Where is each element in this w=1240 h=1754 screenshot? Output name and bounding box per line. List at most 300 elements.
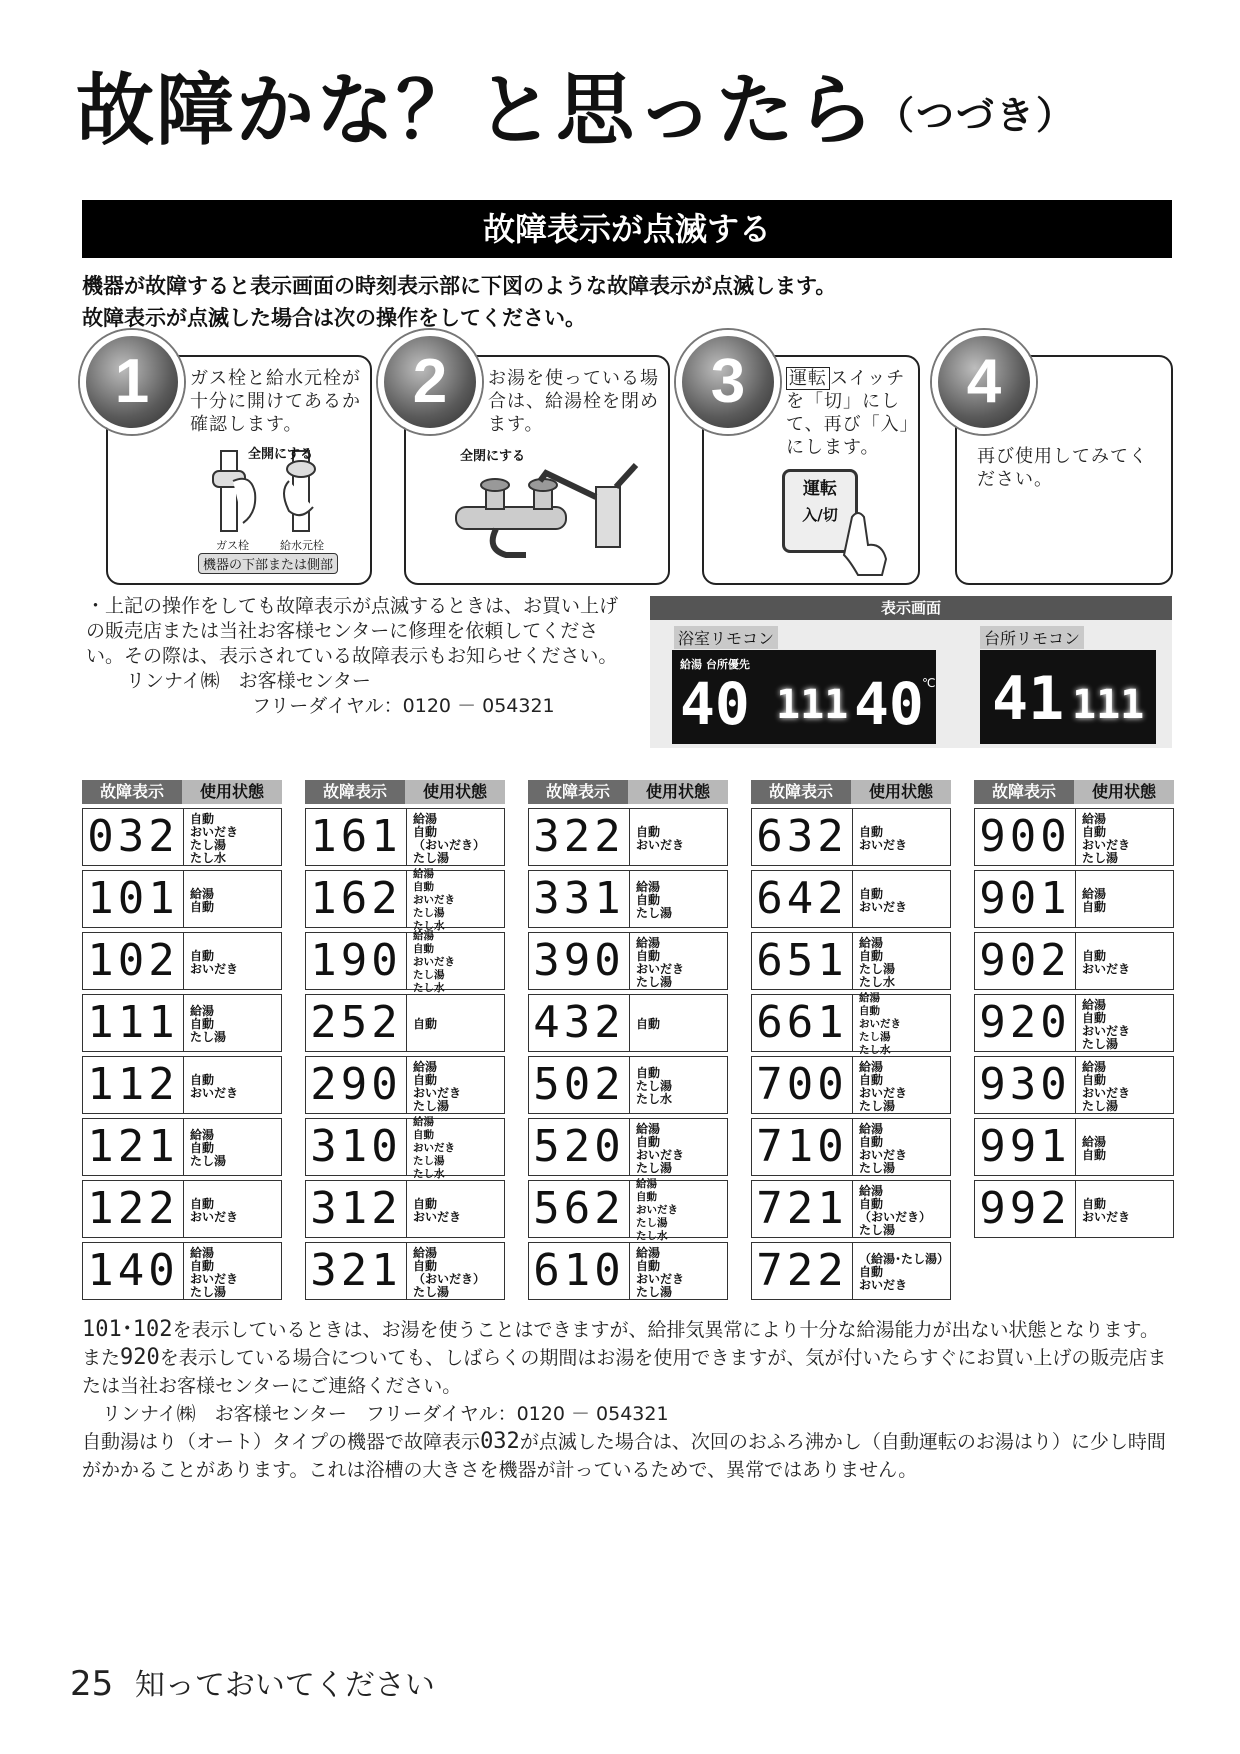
display-panel-header: 表示画面: [650, 596, 1172, 620]
repair-note: [86, 594, 626, 719]
error-code: 321: [306, 1243, 407, 1299]
usage-state-line: 自動: [190, 948, 215, 963]
usage-state-line: 自動: [859, 948, 884, 963]
usage-state-line: 自動: [636, 1191, 657, 1203]
intro-line-2: 故障表示が点滅した場合は次の操作をしてください。: [82, 306, 586, 330]
usage-state-line: たし湯: [190, 837, 227, 852]
error-code: 700: [752, 1057, 853, 1113]
usage-state-line: 自動: [859, 1072, 884, 1087]
code-header: 故障表示: [974, 780, 1074, 804]
repair-note-phone: フリーダイヤル：0120 － 054321: [252, 695, 555, 717]
error-code: 331: [529, 871, 630, 927]
error-row: [82, 870, 282, 928]
usage-state-line: 給湯: [413, 1059, 438, 1074]
usage-state-line: 自動: [413, 1129, 434, 1141]
usage-state-line: たし水: [636, 1230, 668, 1242]
usage-state-line: おいだき: [413, 1142, 455, 1154]
usage-state-line: （おいだき）: [413, 1271, 486, 1286]
usage-state-line: 自動: [1082, 824, 1107, 839]
error-code: 290: [306, 1057, 407, 1113]
usage-state-line: おいだき: [859, 1085, 908, 1100]
usage-state-line: 自動: [1082, 948, 1107, 963]
error-code: 520: [529, 1119, 630, 1175]
usage-state-line: 自動: [859, 1265, 884, 1279]
usage-state: [853, 1181, 950, 1237]
usage-state: [630, 871, 727, 927]
footer-notes: [82, 1316, 1177, 1484]
error-code: 161: [306, 809, 407, 865]
error-code: 112: [83, 1057, 184, 1113]
error-code: 111: [83, 995, 184, 1051]
usage-state-line: おいだき: [1082, 961, 1131, 976]
state-header: 使用状態: [628, 780, 728, 804]
error-code: 661: [752, 995, 853, 1051]
column-header: [528, 780, 728, 804]
usage-state-line: 給湯: [413, 1116, 434, 1128]
usage-state-line: 自動: [190, 1258, 215, 1273]
error-row: [974, 1056, 1174, 1114]
footer-code-3: 032: [480, 1429, 520, 1454]
error-code: 140: [83, 1243, 184, 1299]
error-code: 632: [752, 809, 853, 865]
usage-state-line: たし水: [636, 1092, 673, 1106]
page-section: 知っておいてください: [134, 1668, 435, 1703]
state-header: 使用状態: [405, 780, 505, 804]
celsius-unit: ℃: [922, 676, 936, 690]
usage-state-line: 給湯: [413, 868, 434, 880]
usage-state-line: 給湯: [859, 935, 884, 950]
usage-state-line: 給湯: [859, 1183, 884, 1198]
water-valve-label: 給水元栓: [280, 539, 324, 552]
error-code: 121: [83, 1119, 184, 1175]
bath-error-code: 111: [776, 682, 849, 728]
usage-state-line: 自動: [859, 1196, 884, 1211]
usage-state: [630, 995, 727, 1051]
usage-state-line: たし水: [413, 920, 445, 932]
kitchen-temp: 41: [992, 664, 1065, 734]
error-row: [528, 1118, 728, 1176]
usage-state-line: おいだき: [859, 1147, 908, 1162]
usage-state-line: 自動: [636, 1258, 661, 1273]
usage-state-line: たし湯: [413, 1155, 445, 1167]
error-code: 902: [975, 933, 1076, 989]
bath-left-temp: 40: [680, 670, 750, 738]
usage-state: [184, 1243, 281, 1299]
error-row: [82, 808, 282, 866]
error-code: 900: [975, 809, 1076, 865]
error-column: [528, 780, 728, 1300]
usage-state: [853, 1243, 950, 1299]
usage-state-line: 自動: [413, 1196, 438, 1211]
column-header: [751, 780, 951, 804]
run-button: 運転 入/切: [782, 469, 858, 553]
step-2-number: 2: [378, 330, 482, 434]
usage-state: [407, 1243, 504, 1299]
title-main: 故障かな？と思ったら: [76, 66, 877, 156]
usage-state-line: 自動: [190, 811, 215, 826]
state-header: 使用状態: [1074, 780, 1174, 804]
usage-state-line: 自動: [1082, 1072, 1107, 1087]
usage-state-line: 給湯: [859, 1121, 884, 1136]
usage-state-line: おいだき: [636, 1271, 685, 1286]
footer-code-2: 920: [120, 1345, 160, 1370]
error-code: 162: [306, 871, 407, 927]
usage-state-line: たし湯: [1082, 1036, 1119, 1051]
code-header: 故障表示: [305, 780, 405, 804]
usage-state: [407, 930, 504, 994]
bath-small-labels: 給湯 台所優先: [680, 658, 750, 671]
usage-state: [630, 1178, 727, 1242]
usage-state-line: 自動: [636, 893, 661, 907]
title-sub: （つづき）: [876, 93, 1077, 138]
usage-state-line: たし湯: [636, 1079, 673, 1093]
usage-state-line: おいだき: [636, 1204, 678, 1216]
error-row: [82, 1056, 282, 1114]
usage-state-line: たし湯: [636, 1160, 673, 1175]
usage-state-line: たし湯: [636, 1217, 668, 1229]
usage-state: [630, 1057, 727, 1113]
page-number: 25: [70, 1664, 114, 1704]
column-header: [974, 780, 1174, 804]
usage-state: [853, 809, 950, 865]
error-code: 651: [752, 933, 853, 989]
error-row: [974, 808, 1174, 866]
error-row: [751, 992, 951, 1056]
error-row: [305, 930, 505, 994]
usage-state: [1076, 995, 1173, 1051]
usage-state-line: 自動: [413, 1072, 438, 1087]
usage-state: [1076, 1181, 1173, 1237]
usage-state-line: おいだき: [1082, 1085, 1131, 1100]
usage-state-line: 自動: [636, 824, 661, 839]
usage-state-line: 自動: [859, 824, 884, 839]
code-header: 故障表示: [82, 780, 182, 804]
usage-state-line: たし水: [859, 974, 896, 989]
code-header: 故障表示: [751, 780, 851, 804]
usage-state-line: 自動: [413, 824, 438, 839]
usage-state-line: 自動: [1082, 899, 1107, 914]
gas-valve-label: ガス栓: [216, 539, 249, 552]
usage-state: [630, 933, 727, 989]
usage-state-line: おいだき: [636, 1147, 685, 1162]
usage-state-line: たし水: [413, 982, 445, 994]
error-code: 610: [529, 1243, 630, 1299]
usage-state-line: たし湯: [859, 1160, 896, 1175]
bath-remote-label: 浴室リモコン: [674, 626, 778, 649]
usage-state-line: おいだき: [1082, 1209, 1131, 1224]
usage-state-line: 自動: [636, 1134, 661, 1149]
usage-state-line: 給湯: [190, 1245, 215, 1260]
error-row: [751, 932, 951, 990]
state-header: 使用状態: [182, 780, 282, 804]
usage-state-line: 給湯: [636, 935, 661, 950]
error-row: [751, 870, 951, 928]
open-label: 全開にする: [248, 447, 314, 462]
usage-state-line: 給湯: [413, 1245, 438, 1260]
error-row: [82, 1242, 282, 1300]
error-row: [974, 1180, 1174, 1238]
bath-remote-screen: [672, 650, 936, 744]
error-code: 252: [306, 995, 407, 1051]
usage-state: [184, 1057, 281, 1113]
error-row: [528, 808, 728, 866]
error-code: 562: [529, 1181, 630, 1237]
usage-state-line: おいだき: [413, 1085, 462, 1100]
usage-state-line: おいだき: [859, 1278, 908, 1292]
usage-state-line: 自動: [636, 1017, 661, 1031]
error-row: [305, 868, 505, 932]
error-row: [305, 1242, 505, 1300]
error-row: [82, 994, 282, 1052]
error-code: 991: [975, 1119, 1076, 1175]
error-code: 102: [83, 933, 184, 989]
usage-state-line: 自動: [190, 1196, 215, 1211]
error-row: [305, 1116, 505, 1180]
usage-state-line: おいだき: [636, 837, 685, 852]
run-switch-label: 運転: [786, 367, 830, 390]
usage-state: [184, 1181, 281, 1237]
usage-state-line: 自動: [859, 886, 884, 901]
usage-state-line: たし湯: [413, 850, 450, 865]
usage-state-line: 給湯: [859, 992, 880, 1004]
usage-state-line: おいだき: [636, 961, 685, 976]
error-code: 432: [529, 995, 630, 1051]
hand-pointer-icon: [842, 507, 892, 577]
error-code: 710: [752, 1119, 853, 1175]
state-header: 使用状態: [851, 780, 951, 804]
error-row: [751, 1242, 951, 1300]
usage-state-line: おいだき: [859, 899, 908, 914]
error-code: 721: [752, 1181, 853, 1237]
usage-state: [1076, 809, 1173, 865]
usage-state-line: 自動: [190, 1141, 215, 1155]
error-code: 312: [306, 1181, 407, 1237]
error-row: [528, 1242, 728, 1300]
column-header: [305, 780, 505, 804]
usage-state-line: おいだき: [190, 1271, 239, 1286]
error-code: 502: [529, 1057, 630, 1113]
repair-note-text: ・上記の操作をしても故障表示が点滅するときは、お買い上げの販売店または当社お客様センターに修理を依頼してください。その際は、表示されている故障表示もお知らせください。: [86, 595, 619, 667]
usage-state-line: たし湯: [1082, 1098, 1119, 1113]
usage-state-line: おいだき: [190, 1209, 239, 1224]
usage-state: [853, 1119, 950, 1175]
error-code: 901: [975, 871, 1076, 927]
faucet-illustration: [446, 447, 646, 567]
usage-state: [407, 995, 504, 1051]
usage-state: [184, 995, 281, 1051]
usage-state: [853, 1057, 950, 1113]
usage-state-line: たし湯: [636, 1284, 673, 1299]
close-label: 全閉にする: [460, 449, 526, 464]
usage-state-line: 自動: [413, 943, 434, 955]
usage-state: [1076, 871, 1173, 927]
error-column: [974, 780, 1174, 1238]
kitchen-remote-label: 台所リモコン: [980, 626, 1084, 649]
error-row: [974, 932, 1174, 990]
usage-state-line: 給湯: [190, 886, 215, 901]
error-row: [82, 1180, 282, 1238]
usage-state-line: たし湯: [859, 1031, 891, 1043]
usage-state-line: おいだき: [413, 956, 455, 968]
error-row: [82, 1118, 282, 1176]
usage-state-line: たし湯: [859, 1098, 896, 1113]
usage-state-line: 給湯: [636, 1245, 661, 1260]
error-code: 642: [752, 871, 853, 927]
usage-state: [630, 809, 727, 865]
error-code: 032: [83, 809, 184, 865]
footer-code-1: 101･102: [82, 1317, 173, 1342]
error-code: 992: [975, 1181, 1076, 1237]
error-row: [305, 994, 505, 1052]
usage-state-line: （おいだき）: [413, 837, 486, 852]
usage-state-line: おいだき: [190, 824, 239, 839]
step-1-text: ガス栓と給水元栓が十分に開けてあるか確認します。: [190, 368, 361, 435]
usage-state-line: 自動: [859, 1134, 884, 1149]
usage-state-line: 給湯: [1082, 997, 1107, 1012]
kitchen-remote-screen: [980, 650, 1156, 744]
error-column: [82, 780, 282, 1300]
page-title: [76, 66, 1077, 156]
usage-state-line: たし湯: [859, 961, 896, 976]
usage-state-line: おいだき: [413, 1209, 462, 1224]
display-panel: [650, 596, 1172, 748]
step-4-number: 4: [932, 330, 1036, 434]
error-code: 190: [306, 933, 407, 989]
usage-state: [1076, 1119, 1173, 1175]
location-label: 機器の下部または側部: [198, 553, 338, 574]
usage-state-line: 自動: [413, 1258, 438, 1273]
error-column: [751, 780, 951, 1300]
error-code: 101: [83, 871, 184, 927]
error-code: 322: [529, 809, 630, 865]
usage-state-line: 自動: [1082, 1147, 1107, 1162]
usage-state: [853, 933, 950, 989]
bath-right-temp: 40: [854, 670, 924, 738]
error-row: [751, 1118, 951, 1176]
usage-state-line: たし水: [190, 850, 227, 865]
error-row: [305, 1180, 505, 1238]
usage-state-line: たし湯: [636, 906, 673, 920]
repair-note-company: リンナイ㈱ お客様センター: [126, 670, 371, 692]
error-row: [305, 808, 505, 866]
error-row: [82, 932, 282, 990]
usage-state-line: 給湯: [190, 1128, 215, 1142]
usage-state-line: 自動: [190, 899, 215, 914]
usage-state: [407, 868, 504, 932]
error-code: 310: [306, 1119, 407, 1175]
footer-paragraph-2: 自動湯はり（オート）タイプの機器で故障表示032が点滅した場合は、次回のおふろ沸かし（自動運転のお湯はり）に少し時間がかかることがあります。これは浴槽の大きさを機器が計っているためで、異常ではありません。: [82, 1429, 1166, 1481]
usage-state: [630, 1119, 727, 1175]
usage-state-line: たし水: [413, 1168, 445, 1180]
step-1-number: 1: [80, 330, 184, 434]
usage-state-line: 給湯: [1082, 886, 1107, 901]
usage-state-line: おいだき: [859, 1018, 901, 1030]
step-4-text: 再び使用してみてください。: [977, 446, 1148, 490]
footer-contact: リンナイ㈱ お客様センター フリーダイヤル：0120 － 054321: [102, 1403, 669, 1425]
usage-state-line: たし湯: [859, 1222, 896, 1237]
usage-state: [853, 871, 950, 927]
usage-state-line: おいだき: [190, 961, 239, 976]
usage-state-line: 自動: [413, 881, 434, 893]
footer-paragraph-1: 101･102を表示しているときは、お湯を使うことはできますが、給排気異常により十分な給湯能力が出ない状態となります。また920を表示している場合についても、しばらくの期間はお湯を使用できますが、気が付いたらすぐにお買い上げの販売店または当社お客様センターにご連絡ください。: [82, 1317, 1167, 1397]
usage-state-line: 自動: [1082, 1196, 1107, 1211]
usage-state: [407, 1116, 504, 1180]
error-code: 390: [529, 933, 630, 989]
usage-state-line: 自動: [636, 948, 661, 963]
code-header: 故障表示: [528, 780, 628, 804]
usage-state-line: おいだき: [190, 1085, 239, 1100]
error-row: [751, 808, 951, 866]
error-code: 930: [975, 1057, 1076, 1113]
error-row: [305, 1056, 505, 1114]
usage-state-line: たし湯: [1082, 850, 1119, 865]
usage-state-line: 自動: [859, 1005, 880, 1017]
usage-state-line: おいだき: [859, 837, 908, 852]
usage-state-line: 自動: [1082, 1010, 1107, 1025]
usage-state-line: 給湯: [1082, 811, 1107, 826]
usage-state-line: 給湯: [1082, 1059, 1107, 1074]
usage-state: [407, 809, 504, 865]
error-row: [751, 1180, 951, 1238]
usage-state-line: 給湯: [413, 930, 434, 942]
usage-state: [184, 933, 281, 989]
usage-state-line: 給湯: [1082, 1134, 1107, 1149]
usage-state: [184, 1119, 281, 1175]
usage-state: [184, 809, 281, 865]
error-row: [974, 870, 1174, 928]
usage-state: [1076, 1057, 1173, 1113]
error-column: [305, 780, 505, 1300]
error-code: 722: [752, 1243, 853, 1299]
usage-state-line: たし湯: [413, 907, 445, 919]
usage-state-line: たし湯: [413, 969, 445, 981]
error-row: [528, 1178, 728, 1242]
error-row: [528, 870, 728, 928]
error-code: 920: [975, 995, 1076, 1051]
usage-state-line: たし水: [859, 1044, 891, 1056]
usage-state-line: たし湯: [190, 1284, 227, 1299]
error-row: [528, 1056, 728, 1114]
usage-state-line: たし湯: [190, 1154, 227, 1168]
usage-state: [407, 1181, 504, 1237]
usage-state-line: 給湯: [636, 880, 661, 894]
usage-state-line: 給湯: [413, 811, 438, 826]
usage-state-line: 自動: [190, 1072, 215, 1087]
section-bar: 故障表示が点滅する: [82, 200, 1172, 258]
usage-state-line: 給湯: [859, 1059, 884, 1074]
usage-state-line: たし湯: [190, 1030, 227, 1044]
usage-state-line: 給湯: [636, 1178, 657, 1190]
usage-state-line: 自動: [190, 1017, 215, 1031]
usage-state-line: 給湯: [190, 1004, 215, 1018]
usage-state: [184, 871, 281, 927]
usage-state-line: （給湯･たし湯）: [859, 1252, 950, 1266]
usage-state: [630, 1243, 727, 1299]
usage-state-line: （おいだき）: [859, 1209, 932, 1224]
error-row: [974, 994, 1174, 1052]
step-3-number: 3: [676, 330, 780, 434]
usage-state: [1076, 933, 1173, 989]
usage-state-line: たし湯: [413, 1284, 450, 1299]
step-3-text: 運転 スイッチを「切」にして、再び「入」にします。: [786, 368, 910, 458]
kitchen-error-code: 111: [1072, 682, 1145, 728]
error-code: 122: [83, 1181, 184, 1237]
step-2-text: お湯を使っている場合は、給湯栓を閉めます。: [488, 368, 659, 435]
usage-state-line: たし湯: [636, 974, 673, 989]
error-row: [528, 932, 728, 990]
error-row: [528, 994, 728, 1052]
usage-state-line: おいだき: [1082, 1023, 1131, 1038]
